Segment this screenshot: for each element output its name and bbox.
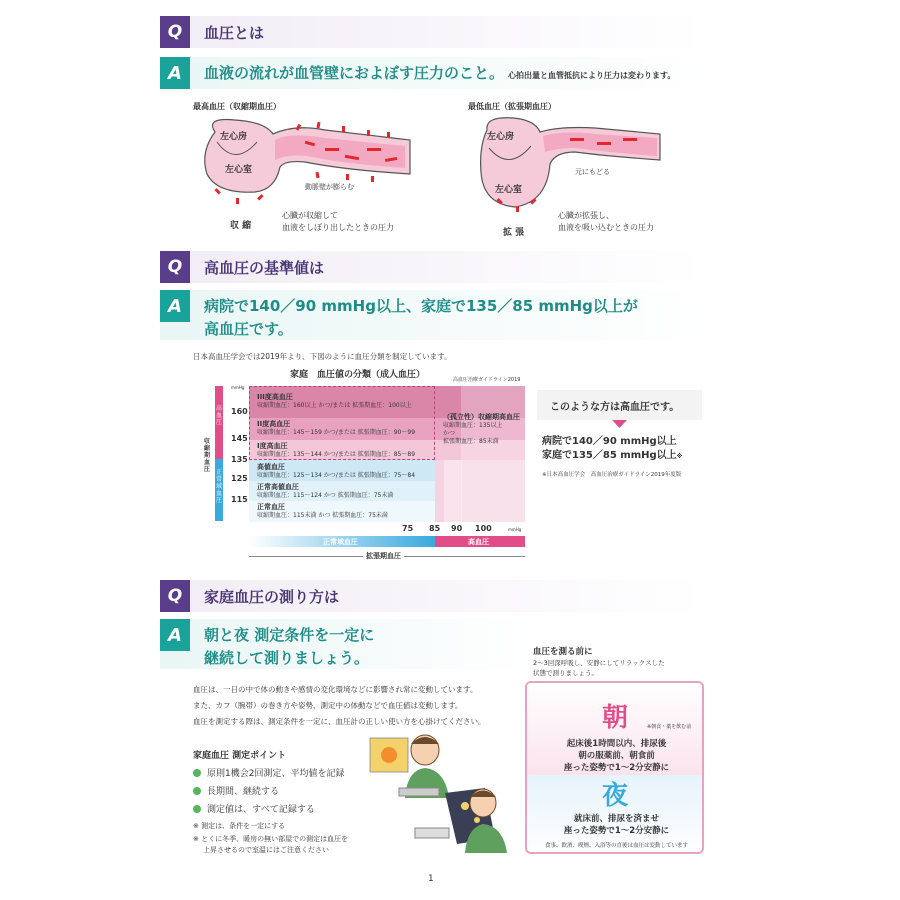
question-3-text: 家庭血圧の測り方は: [204, 587, 340, 606]
y-tick: 115: [231, 495, 248, 504]
points-note-3: 上昇させるので室温にはご注意ください: [203, 846, 329, 854]
classification-intro: 日本高血圧学会では2019年より、下図のように血圧分類を制定しています。: [193, 352, 452, 361]
x-tick: 75: [402, 524, 414, 533]
diastolic-atrium-label: 左心房: [487, 132, 515, 142]
y-axis-label: 収縮期血圧: [204, 438, 211, 473]
question-2-bar: [160, 251, 703, 283]
answer-2-text: 病院で140／90 mmHg以上、家庭で135／85 mmHg以上が 高血圧です。: [204, 297, 638, 338]
before-title: 血圧を測る前に: [533, 647, 593, 657]
side-note-line-2: 家庭で135／85 mmHg以上※: [542, 450, 683, 461]
points-note-2: ※ とくに冬季、暖房の無い部屋での測定は血圧を: [193, 835, 349, 843]
zone-isolated-text: （孤立性）収縮期高血圧 収縮期血圧：135以上 かつ 拡張期血圧：85未満: [443, 413, 520, 445]
question-badge: Q: [160, 580, 190, 612]
y-tick: 135: [231, 455, 248, 464]
diastolic-wall-note: 元にもどる: [575, 168, 610, 176]
chart-title: 家庭 血圧値の分類（成人血圧）: [290, 370, 426, 380]
answer-3-bar: [160, 619, 530, 669]
question-badge: Q: [160, 16, 190, 48]
diastolic-desc-2: 血液を吸い込むときの圧力: [558, 223, 654, 232]
bp-classification-chart: [203, 383, 528, 563]
zone-normal-high-text: 正常高値血圧 収縮期血圧：115〜124 かつ 拡張期血圧：75未満: [257, 483, 394, 499]
before-line-1: 2〜3回深呼吸し、安静にしてリラックスした: [533, 659, 665, 667]
systolic-wall-note: 動脈壁が膨らむ: [305, 183, 354, 191]
answer-1-bar: [160, 57, 703, 89]
diastolic-desc-1: 心臓が拡張し、: [558, 211, 614, 220]
point-item: 原則1機会2回測定、平均値を記録: [193, 766, 344, 779]
y-tick: 160: [231, 407, 248, 416]
zone-right-columns: [461, 386, 525, 522]
diastolic-action: 拡 張: [503, 228, 525, 238]
points-title: 家庭血圧 測定ポイント: [193, 751, 287, 761]
answer-badge: A: [160, 290, 190, 322]
morning-night-panel: [525, 681, 704, 854]
answer-1-text: 血液の流れが血管壁におよぼす圧力のこと。 心拍出量と血管抵抗により圧力は変わります。: [204, 64, 676, 82]
y-tick: 145: [231, 434, 248, 443]
systolic-ventricle-label: 左心室: [225, 165, 253, 175]
answer-2-bar: [160, 290, 703, 340]
zone-normal-text: 正常血圧 収縮期血圧：115未満 かつ 拡張期血圧：75未満: [257, 503, 388, 519]
answer-badge: A: [160, 57, 190, 89]
night-kanji: 夜: [602, 781, 629, 811]
question-2-text: 高血圧の基準値は: [204, 258, 325, 277]
points-note-1: ※ 測定は、条件を一定にする: [193, 822, 286, 830]
before-line-2: 状態で測りましょう。: [533, 669, 598, 677]
body-text-1: 血圧は、一日の中で体の動きや感情の変化環境などに影響され常に変動しています。: [193, 685, 478, 694]
zone-grade1-text: I度高血圧 収縮期血圧：135〜144 かつ/または 拡張期血圧：85〜89: [257, 442, 416, 458]
systolic-title: 最高血圧（収縮期血圧）: [193, 102, 281, 111]
answer-3-text: 朝と夜 測定条件を一定に 継続して測りましょう。: [204, 626, 375, 667]
night-note: 食事、飲酒、喫煙、入浴等の直後は血圧は変動しています: [544, 843, 688, 849]
measuring-illustration: [365, 728, 520, 858]
morning-kanji: 朝: [602, 703, 629, 733]
y-high-label: 高血圧: [216, 405, 223, 426]
diastolic-title: 最低血圧（拡張期血圧）: [468, 102, 556, 111]
bullet-dot-icon: [193, 787, 201, 795]
question-badge: Q: [160, 251, 190, 283]
chart-source: 高血圧治療ガイドライン2019: [453, 377, 521, 383]
point-item: 測定値は、すべて記録する: [193, 802, 315, 815]
systolic-desc-2: 血液をしぼり出したときの圧力: [282, 223, 394, 232]
bullet-dot-icon: [193, 769, 201, 777]
y-normal-label: 正常域血圧: [216, 469, 223, 504]
night-instructions: 就床前、排尿を済ませ 座った姿勢で1〜2分安静に: [563, 814, 670, 836]
point-item: 長期間、継続する: [193, 784, 279, 797]
side-note-line-1: 病院で140／90 mmHg以上: [542, 436, 677, 447]
systolic-action: 収 縮: [230, 221, 252, 231]
side-note-foot: ※日本高血圧学会 高血圧治療ガイドライン2019年度版: [542, 472, 682, 478]
answer-badge: A: [160, 619, 190, 651]
diastolic-ventricle-label: 左心室: [495, 185, 523, 195]
zone-high-normal-text: 高値血圧 収縮期血圧：125〜134 かつ/または 拡張期血圧：75〜84: [257, 463, 416, 479]
x-tick: 100: [475, 524, 492, 533]
x-high-label: 高血圧: [468, 538, 489, 546]
x-tick: 90: [451, 524, 463, 533]
systolic-desc-1: 心臓が収縮して: [282, 211, 338, 220]
bullet-dot-icon: [193, 805, 201, 813]
side-note-head: このような方は高血圧です。: [550, 402, 680, 413]
page-number: 1: [428, 874, 434, 884]
question-3-bar: [160, 580, 703, 612]
zone-grade3-text: III度高血圧 収縮期血圧：160以上 かつ/または 拡張期血圧：100以上: [257, 393, 412, 409]
x-unit: mmHg: [508, 527, 522, 532]
body-text-3: 血圧を測定する際は、測定条件を一定に、血圧計の正しい使い方を心掛けてください。: [193, 717, 486, 726]
body-text-2: また、カフ（腕帯）の巻き方や姿勢、測定中の体動などで血圧値は変動します。: [193, 701, 463, 710]
morning-note: ※朝食・薬を飲む前: [647, 724, 692, 730]
x-axis-label: 拡張期血圧: [363, 552, 404, 560]
x-normal-label: 正常域血圧: [323, 538, 358, 546]
x-tick: 85: [429, 524, 441, 533]
zone-grade2-text: II度高血圧 収縮期血圧：145〜159 かつ/または 拡張期血圧：90〜99: [257, 420, 416, 436]
morning-instructions: 起床後1時間以内、排尿後 朝の服薬前、朝食前 座った姿勢で1〜2分安静に: [563, 739, 670, 773]
y-unit: mmHg: [231, 385, 245, 390]
question-1-text: 血圧とは: [204, 23, 265, 42]
question-1-bar: [160, 16, 703, 48]
y-tick: 125: [231, 474, 248, 483]
systolic-atrium-label: 左心房: [220, 132, 248, 142]
